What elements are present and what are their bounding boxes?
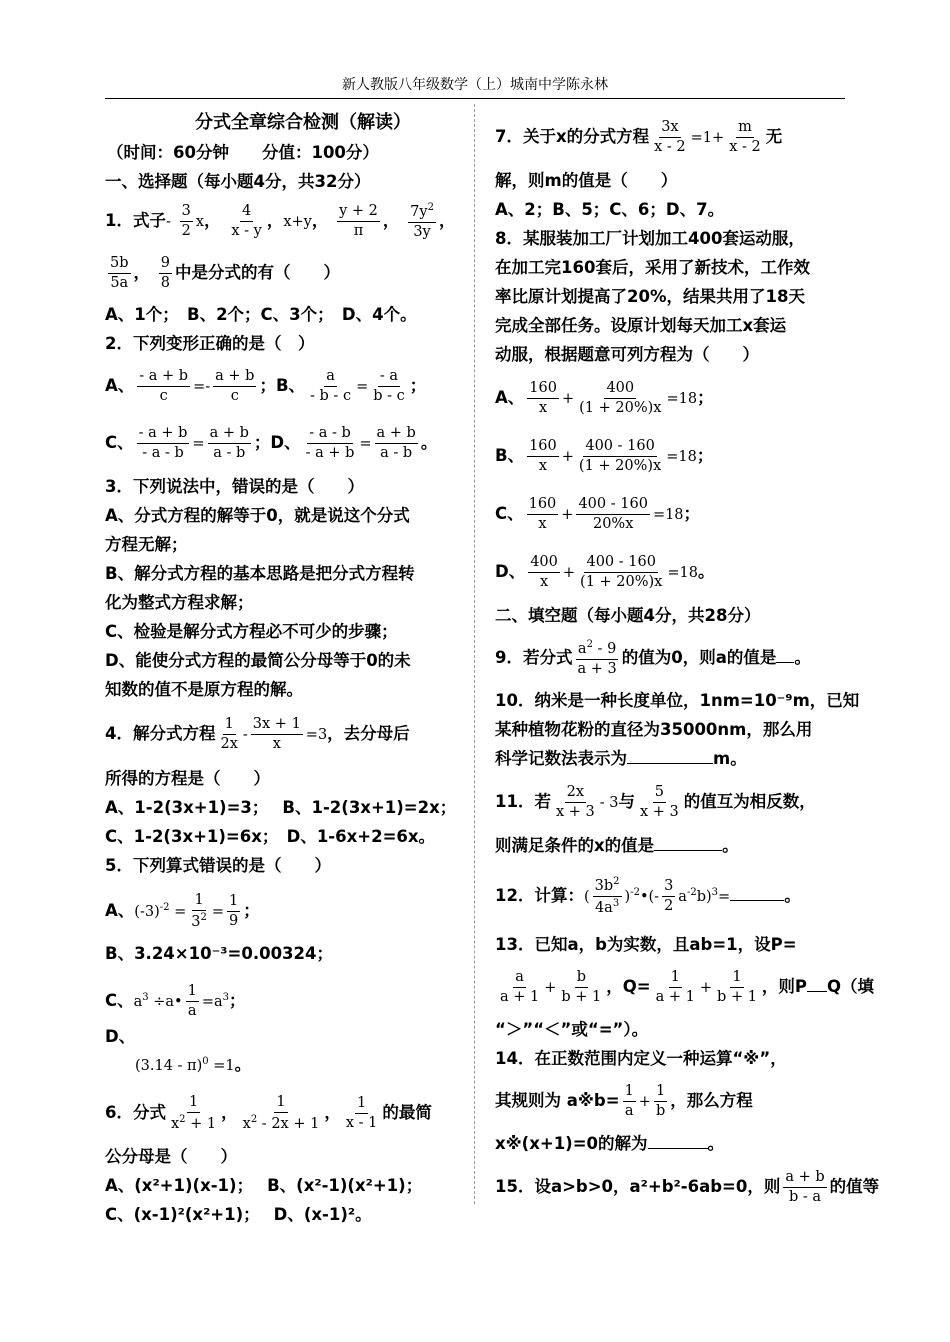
question-8: 8．某服装加工厂计划加工400套运动服， 在加工完160套后，采用了新技术，工作效 率比原计划提高了20%，结果共用了18天 完成全部任务。设原计划每天加工x套运 动服，根据题意可列方程为（ ） A、 $\frac{160}{x}$ + $\frac{400}{(1 + 20\%)x}$ =18； B、 $\frac{160}{x}$ + $\frac{400 - 160}{(1 + 20\%)x}$ =18； C、 $\frac{160}{x}$ + $\frac{400 - 160}{20\%x}$ =18； D、 $\frac{400}{x}$ + $\frac{400 - 160}{(1 + 20\%)x}$ =18。: [495, 229, 810, 590]
question-7: 7．关于x的分式方程 $\frac{3x}{x - 2}$ =1+ $\frac{m}{x - 2}$ 无 解，则m的值是（ ） A、2；B、5；C、6；D、7。: [495, 119, 783, 219]
question-12: 12．计算：( $\frac{3b^2}{4a^3}$ )$^{-2}$•(- $\frac{3}{2}$ $a^{-2}b)^3=$ 。: [495, 876, 801, 916]
column-divider: [474, 104, 475, 1204]
fraction: $\frac{y + 2}{\pi}$: [339, 203, 378, 239]
page-header: 新人教版八年级数学（上）城南中学陈永林: [342, 77, 608, 93]
question-6: 6．分式 $\frac{1}{x^2 + 1}$ ， $\frac{1}{x^2 - 2x + 1}$ ， $\frac{1}{x - 1}$ 的最简 公分母是（ ） A、(x²+1)(x-1)； B、(x²-1)(x²+1)； C、(x-1)²(x²+1)； D、(x-1)²。: [105, 1094, 432, 1224]
question-10: 10．纳米是一种长度单位，1nm=10⁻⁹m，已知 某种植物花粉的直径为35000nm，那么用 科学记数法表示为 m。: [495, 691, 860, 768]
question-9: 9．若分式 $\frac{a^2 - 9}{a + 3}$ 的值为0，则a的值是 。: [495, 639, 811, 677]
fraction: $\frac{4}{x - y}$: [231, 203, 262, 239]
fraction: $\frac{5b}{5a}$: [110, 255, 129, 291]
answer-blank[interactable]: [654, 850, 722, 851]
question-1-options: A、1个； B、2个；C、3个； D、4个。: [105, 305, 417, 324]
section-fill-heading: 二、填空题（每小题4分，共28分）: [495, 606, 761, 625]
question-4: 4．解分式方程 $\frac{1}{2x}$ - $\frac{3x + 1}{x}$ =3，去分母后 所得的方程是（ ） A、1-2(3x+1)=3； B、1-2(3x+1)=2x； C、1-2(3x+1)=6x； D、1-6x+2=6x。: [105, 716, 457, 846]
question-15: 15．设a>b>0，a²+b²-6ab=0，则 $\frac{a + b}{b - a}$ 的值等: [495, 1169, 880, 1205]
question-14: 14．在正数范围内定义一种运算“※”， 其规则为 a※b= $\frac{1}{a}$ + $\frac{1}{b}$ ，那么方程 x※(x+1)=0的解为 。: [495, 1049, 787, 1153]
left-column: [105, 108, 461, 1229]
question-5: 5．下列算式错误的是（ ） A、$(-3)^{-2}$ = $\frac{1}{3^2}$ = $\frac{1}{9}$ ； B、3.24×10⁻³=0.00324； C、$a^3$ ÷a• $\frac{1}{a}$ $=a^3$； D、 (3.14 - π)$^0$ =1。: [105, 856, 333, 1074]
question-1: 1．式子- $\frac{3}{2}$ x， $\frac{4}{x - y}$ ，x+y， $\frac{y + 2}{\pi}$ ， $\frac{7y^2}{3y}$ ， $\frac{5b}{5a}$ ， $\frac{9}{8}$ 中是分式的有（ ） A、1个； B、2个；C、3个； D、4个。: [105, 196, 461, 329]
answer-blank[interactable]: [776, 662, 794, 663]
answer-blank[interactable]: [807, 991, 827, 992]
question-3: 3．下列说法中，错误的是（ ） A、分式方程的解等于0，就是说这个分式 方程无解； B、解分式方程的基本思路是把分式方程转 化为整式方程求解； C、检验是解分式方程必不可少的步骤； D、能使分式方程的最简公分母等于0的未 知数的值不是原方程的解。: [105, 477, 415, 699]
document-title: 分式全章综合检测（解读）: [195, 112, 411, 133]
header-rule: [105, 98, 845, 99]
question-13: 13．已知a，b为实数，且ab=1，设P= $\frac{a}{a + 1}$ + $\frac{b}{b + 1}$ ，Q= $\frac{1}{a + 1}$ + $\frac{1}{b + 1}$ ，则P Q（填 “＞”“＜”或“=”）。: [495, 935, 875, 1039]
question-11: 11．若 $\frac{2x}{x + 3}$ - 3与 $\frac{5}{x + 3}$ 的值互为相反数， 则满足条件的x的值是 。: [495, 784, 816, 855]
answer-blank[interactable]: [648, 1148, 708, 1149]
fraction: $\frac{3}{2}$: [181, 203, 191, 239]
answer-blank[interactable]: [730, 900, 784, 901]
section-choice-heading: 一、选择题（每小题4分，共32分）: [105, 172, 371, 191]
right-column: [495, 108, 880, 1216]
fraction: $\frac{9}{8}$: [160, 255, 170, 291]
question-2: 2．下列变形正确的是（ ） A、 $\frac{- a + b}{c}$ =- $\frac{a + b}{c}$ ；B、 $\frac{a}{- b - c}$ = $\frac{- a}{b - c}$ ； C、 $\frac{- a + b}{- a - b}$ = $\frac{a + b}{a - b}$ ；D、 $\frac{- a - b}{- a + b}$ = $\frac{a + b}{a - b}$ 。: [105, 334, 438, 461]
exam-meta: （时间：60分钟 分值：100分）: [107, 143, 379, 162]
answer-blank[interactable]: [627, 763, 713, 764]
fraction: $\frac{7y^2}{3y}$: [410, 202, 434, 240]
